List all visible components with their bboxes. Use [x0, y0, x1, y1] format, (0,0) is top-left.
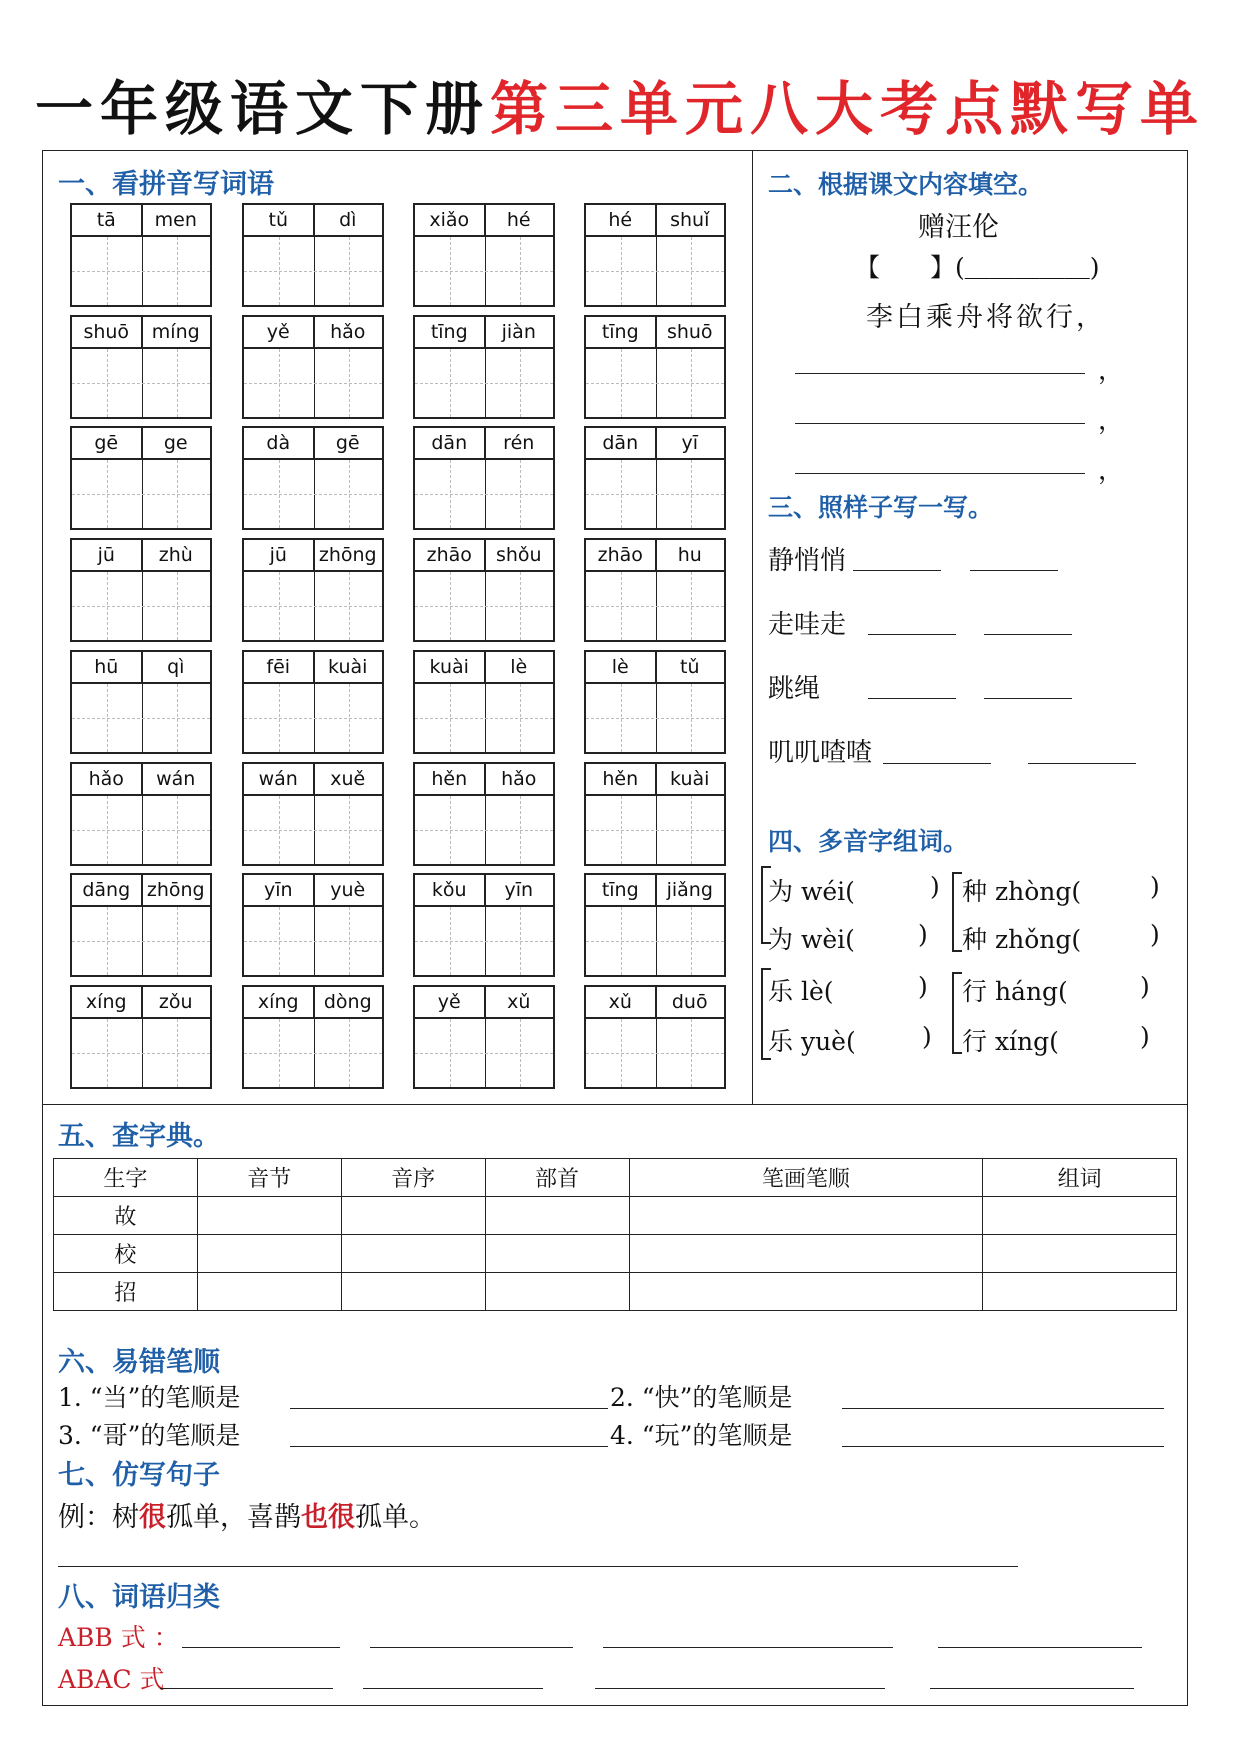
grid-guide-line: [586, 383, 724, 384]
grid-guide-line: [142, 875, 143, 975]
grid-guide-line: [485, 652, 486, 752]
abac-blank-4[interactable]: [930, 1688, 1134, 1689]
poly-le-1-close: ): [918, 972, 928, 1001]
section-1-heading: 一、看拼音写词语: [58, 169, 274, 200]
pinyin-row: [586, 875, 724, 907]
abac-label: ABAC 式: [58, 1665, 165, 1694]
pinyin-syllable: kuài: [328, 656, 368, 678]
pinyin-word-box[interactable]: [70, 873, 212, 977]
grid-guide-line: [656, 652, 657, 752]
pinyin-syllable: hǎo: [72, 764, 142, 794]
pinyin-row: [244, 205, 382, 237]
cell-blank[interactable]: [983, 1235, 1177, 1273]
pinyin-syllable: yī: [681, 432, 699, 454]
pinyin-row: [72, 428, 210, 460]
pinyin-syllable: yīn: [244, 875, 314, 905]
pinyin-row: [586, 764, 724, 796]
grid-guide-line: [244, 941, 382, 942]
abac-blank-3[interactable]: [595, 1688, 885, 1689]
grid-guide-line: [142, 652, 143, 752]
pinyin-word-box[interactable]: [413, 203, 555, 307]
pinyin-syllable: hu: [677, 544, 702, 566]
grid-guide-line: [244, 718, 382, 719]
cell-blank[interactable]: [629, 1197, 983, 1235]
stroke-q1-blank[interactable]: [290, 1408, 608, 1409]
grid-guide-line: [72, 383, 210, 384]
pinyin-word-box[interactable]: [242, 538, 384, 642]
pinyin-syllable: zhāo: [586, 540, 656, 570]
example-3: 跳绳: [768, 674, 821, 704]
pinyin-word-box[interactable]: [242, 426, 384, 530]
grid-guide-line: [485, 205, 486, 305]
pinyin-word-box[interactable]: [584, 762, 726, 866]
pinyin-word-box[interactable]: [584, 650, 726, 754]
grid-guide-line: [244, 606, 382, 607]
grid-guide-line: [244, 1053, 382, 1054]
pinyin-syllable: dān: [415, 428, 485, 458]
example-2: 走哇走: [768, 610, 847, 640]
stroke-q3: 3. “哥”的笔顺是: [58, 1421, 241, 1450]
grid-guide-line: [656, 428, 657, 528]
pinyin-word-box[interactable]: [413, 650, 555, 754]
grid-guide-line: [586, 941, 724, 942]
stroke-q2: 2. “快”的笔顺是: [610, 1383, 793, 1412]
pinyin-syllable: hǎo: [330, 321, 366, 343]
grid-guide-line: [72, 494, 210, 495]
grid-guide-line: [656, 987, 657, 1087]
pinyin-syllable: tīng: [415, 317, 485, 347]
poem-comma-1: ，: [1098, 356, 1125, 386]
pinyin-syllable: dà: [244, 428, 314, 458]
pinyin-word-box[interactable]: [70, 538, 212, 642]
poly-le-1: 乐 lè(: [768, 977, 834, 1006]
grid-guide-line: [586, 606, 724, 607]
pinyin-word-box[interactable]: [584, 315, 726, 419]
poly-wei-2-close: ): [918, 920, 928, 949]
example-1: 静悄悄: [768, 546, 847, 576]
pinyin-word-box[interactable]: [70, 985, 212, 1089]
grid-guide-line: [314, 428, 315, 528]
grid-guide-line: [314, 317, 315, 417]
cell-blank[interactable]: [983, 1197, 1177, 1235]
pinyin-word-box[interactable]: [413, 426, 555, 530]
pinyin-word-box[interactable]: [70, 203, 212, 307]
pinyin-syllable: kǒu: [415, 875, 485, 905]
grid-guide-line: [244, 271, 382, 272]
table-row: [54, 1273, 1177, 1311]
pinyin-row: [586, 428, 724, 460]
column-divider: [752, 150, 753, 1104]
example-4: 叽叽喳喳: [768, 738, 873, 768]
pinyin-row: [72, 987, 210, 1019]
grid-guide-line: [485, 875, 486, 975]
section-4-heading: 四、多音字组词。: [768, 827, 969, 856]
pinyin-syllable: zǒu: [158, 991, 193, 1013]
grid-guide-line: [72, 718, 210, 719]
grid-guide-line: [142, 317, 143, 417]
pinyin-word-box[interactable]: [242, 315, 384, 419]
grid-guide-line: [485, 317, 486, 417]
pinyin-syllable: zhāo: [415, 540, 485, 570]
poem-line-2-blank[interactable]: [795, 373, 1085, 374]
pinyin-row: [72, 317, 210, 349]
brace-xing: [952, 972, 962, 1054]
example-1-blank-1[interactable]: [853, 570, 941, 571]
pinyin-syllable: hū: [72, 652, 142, 682]
imitate-highlight-2: 也很: [301, 1502, 355, 1533]
brace-zhong: [952, 872, 962, 952]
grid-guide-line: [314, 987, 315, 1087]
cell-blank[interactable]: [197, 1273, 341, 1311]
pinyin-syllable: kuài: [670, 768, 710, 790]
grid-guide-line: [314, 652, 315, 752]
pinyin-word-box[interactable]: [242, 203, 384, 307]
stroke-q2-blank[interactable]: [842, 1408, 1164, 1409]
pinyin-syllable: shǒu: [495, 544, 542, 566]
header-char: 生字: [54, 1159, 198, 1197]
poly-wei-2: 为 wèi(: [768, 925, 855, 954]
grid-guide-line: [656, 317, 657, 417]
cell-blank[interactable]: [197, 1235, 341, 1273]
grid-guide-line: [485, 540, 486, 640]
grid-guide-line: [72, 606, 210, 607]
grid-guide-line: [656, 540, 657, 640]
stroke-q4-blank[interactable]: [842, 1446, 1164, 1447]
grid-guide-line: [244, 830, 382, 831]
grid-guide-line: [72, 830, 210, 831]
pinyin-syllable: dòng: [323, 991, 372, 1013]
grid-guide-line: [142, 428, 143, 528]
grid-guide-line: [142, 987, 143, 1087]
grid-guide-line: [72, 271, 210, 272]
pinyin-syllable: xuě: [330, 768, 366, 790]
pinyin-syllable: xǔ: [507, 991, 531, 1013]
pinyin-row: [72, 652, 210, 684]
pinyin-row: [415, 875, 553, 907]
abb-blank-2[interactable]: [370, 1647, 573, 1648]
row-char: 故: [54, 1197, 198, 1235]
section-3-heading: 三、照样子写一写。: [768, 493, 994, 522]
grid-guide-line: [415, 1053, 553, 1054]
example-2-blank-1[interactable]: [868, 634, 956, 635]
cell-blank[interactable]: [629, 1273, 983, 1311]
pinyin-syllable: hěn: [415, 764, 485, 794]
poly-le-2: 乐 yuè(: [768, 1027, 856, 1056]
pinyin-syllable: gē: [335, 432, 360, 454]
poly-xing-1: 行 háng(: [962, 977, 1068, 1006]
pinyin-syllable: dāng: [72, 875, 142, 905]
pinyin-syllable: xiǎo: [415, 205, 485, 235]
pinyin-row: [586, 652, 724, 684]
poly-xing-2-close: ): [1140, 1022, 1150, 1051]
pinyin-row: [415, 652, 553, 684]
poly-zhong-1: 种 zhòng(: [962, 877, 1082, 906]
grid-guide-line: [314, 875, 315, 975]
pinyin-word-box[interactable]: [584, 426, 726, 530]
pinyin-syllable: zhōng: [146, 879, 205, 901]
header-syllable: 音节: [197, 1159, 341, 1197]
table-header-row: [54, 1159, 1177, 1197]
pinyin-syllable: tīng: [586, 875, 656, 905]
grid-guide-line: [415, 718, 553, 719]
example-4-blank-1[interactable]: [883, 763, 991, 764]
pinyin-word-box[interactable]: [70, 650, 212, 754]
header-radical: 部首: [485, 1159, 629, 1197]
pinyin-syllable: shuō: [72, 317, 142, 347]
pinyin-row: [244, 987, 382, 1019]
grid-guide-line: [314, 764, 315, 864]
example-3-blank-2[interactable]: [984, 698, 1072, 699]
pinyin-syllable: dān: [586, 428, 656, 458]
pinyin-syllable: hé: [506, 209, 531, 231]
pinyin-syllable: rén: [503, 432, 535, 454]
pinyin-row: [415, 540, 553, 572]
cell-blank[interactable]: [485, 1197, 629, 1235]
grid-guide-line: [586, 830, 724, 831]
poem-line-3-blank[interactable]: [795, 423, 1085, 424]
pinyin-row: [586, 317, 724, 349]
pinyin-word-box[interactable]: [413, 315, 555, 419]
pinyin-syllable: jiǎng: [666, 879, 713, 901]
pinyin-syllable: hěn: [586, 764, 656, 794]
stroke-q3-blank[interactable]: [290, 1446, 608, 1447]
pinyin-syllable: zhōng: [318, 544, 377, 566]
pinyin-word-box[interactable]: [584, 538, 726, 642]
poem-comma-2: ，: [1098, 406, 1125, 436]
pinyin-syllable: zhù: [158, 544, 193, 566]
pinyin-row: [415, 317, 553, 349]
grid-guide-line: [485, 428, 486, 528]
pinyin-syllable: tǔ: [244, 205, 314, 235]
pinyin-syllable: yě: [415, 987, 485, 1017]
pinyin-row: [415, 205, 553, 237]
dictionary-table: [53, 1158, 1177, 1311]
grid-guide-line: [415, 606, 553, 607]
pinyin-row: [72, 205, 210, 237]
grid-guide-line: [314, 540, 315, 640]
grid-guide-line: [656, 764, 657, 864]
poem-line-1: 李白乘舟将欲行，: [866, 302, 1106, 333]
pinyin-syllable: yīn: [504, 879, 534, 901]
pinyin-syllable: men: [154, 209, 197, 231]
title-part-1: 一年级语文下册: [34, 75, 490, 143]
grid-guide-line: [415, 383, 553, 384]
header-strokes: 笔画笔顺: [629, 1159, 983, 1197]
pinyin-syllable: hé: [586, 205, 656, 235]
cell-blank[interactable]: [629, 1235, 983, 1273]
pinyin-row: [586, 987, 724, 1019]
pinyin-word-box[interactable]: [413, 873, 555, 977]
pinyin-syllable: kuài: [415, 652, 485, 682]
imitate-suffix: 孤单。: [355, 1502, 436, 1533]
pinyin-word-box[interactable]: [70, 315, 212, 419]
abb-blank-3[interactable]: [603, 1647, 893, 1648]
grid-guide-line: [142, 540, 143, 640]
poem-author-brackets: 【 】(＿＿＿＿＿): [855, 253, 1100, 282]
pinyin-syllable: hǎo: [501, 768, 537, 790]
pinyin-syllable: lè: [510, 656, 528, 678]
grid-guide-line: [415, 830, 553, 831]
pinyin-row: [586, 205, 724, 237]
pinyin-row: [72, 875, 210, 907]
pinyin-syllable: wán: [244, 764, 314, 794]
pinyin-row: [415, 428, 553, 460]
section-6-heading: 六、易错笔顺: [58, 1347, 220, 1378]
pinyin-syllable: fēi: [244, 652, 314, 682]
grid-guide-line: [244, 494, 382, 495]
poly-zhong-2: 种 zhǒng(: [962, 925, 1082, 954]
grid-guide-line: [415, 494, 553, 495]
pinyin-syllable: gē: [72, 428, 142, 458]
pinyin-word-box[interactable]: [70, 426, 212, 530]
pinyin-syllable: shuō: [666, 321, 713, 343]
poly-wei-1-close: ): [930, 872, 940, 901]
grid-guide-line: [586, 494, 724, 495]
grid-guide-line: [485, 987, 486, 1087]
abb-blank-4[interactable]: [938, 1647, 1142, 1648]
pinyin-row: [244, 317, 382, 349]
grid-guide-line: [485, 764, 486, 864]
stroke-q1: 1. “当”的笔顺是: [58, 1383, 241, 1412]
poly-zhong-2-close: ): [1150, 920, 1160, 949]
cell-blank[interactable]: [197, 1197, 341, 1235]
pinyin-syllable: lè: [586, 652, 656, 682]
title-part-2: 第三单元八大考点默写单: [490, 75, 1206, 143]
pinyin-syllable: wán: [156, 768, 196, 790]
page-title: [0, 62, 1240, 146]
pinyin-word-box[interactable]: [584, 985, 726, 1089]
pinyin-row: [415, 987, 553, 1019]
pinyin-word-box[interactable]: [242, 762, 384, 866]
pinyin-syllable: xíng: [244, 987, 314, 1017]
pinyin-word-box[interactable]: [413, 985, 555, 1089]
section-5-heading: 五、查字典。: [58, 1121, 220, 1152]
pinyin-syllable: tā: [72, 205, 142, 235]
cell-blank[interactable]: [983, 1273, 1177, 1311]
example-1-blank-2[interactable]: [970, 570, 1058, 571]
section-2-heading: 二、根据课文内容填空。: [768, 170, 1044, 199]
table-row: [54, 1197, 1177, 1235]
abac-blank-1[interactable]: [160, 1688, 333, 1689]
pinyin-syllable: qì: [167, 656, 185, 678]
pinyin-syllable: tīng: [586, 317, 656, 347]
poem-title: 赠汪伦: [918, 212, 999, 243]
cell-blank[interactable]: [341, 1235, 485, 1273]
cell-blank[interactable]: [341, 1197, 485, 1235]
pinyin-word-box[interactable]: [70, 762, 212, 866]
pinyin-syllable: míng: [151, 321, 200, 343]
abb-blank-1[interactable]: [182, 1647, 340, 1648]
stroke-q4: 4. “玩”的笔顺是: [610, 1421, 793, 1450]
pinyin-syllable: tǔ: [680, 656, 700, 678]
row-char: 校: [54, 1235, 198, 1273]
pinyin-row: [244, 428, 382, 460]
imitate-prefix: 例：树: [58, 1502, 139, 1533]
pinyin-row: [244, 764, 382, 796]
pinyin-syllable: dì: [339, 209, 357, 231]
header-words: 组词: [983, 1159, 1177, 1197]
grid-guide-line: [415, 271, 553, 272]
pinyin-syllable: jiàn: [501, 321, 536, 343]
grid-guide-line: [142, 764, 143, 864]
pinyin-row: [586, 540, 724, 572]
abb-label: ABB 式 ：: [58, 1623, 179, 1652]
pinyin-word-box[interactable]: [584, 873, 726, 977]
grid-guide-line: [586, 718, 724, 719]
row-char: 招: [54, 1273, 198, 1311]
grid-guide-line: [586, 1053, 724, 1054]
pinyin-word-box[interactable]: [413, 538, 555, 642]
pinyin-word-box[interactable]: [413, 762, 555, 866]
poly-le-2-close: ): [922, 1022, 932, 1051]
pinyin-syllable: xíng: [72, 987, 142, 1017]
grid-guide-line: [415, 941, 553, 942]
grid-guide-line: [656, 205, 657, 305]
grid-guide-line: [72, 941, 210, 942]
pinyin-syllable: shuǐ: [670, 209, 710, 231]
poem-line-4-blank[interactable]: [795, 473, 1085, 474]
example-3-blank-1[interactable]: [868, 698, 956, 699]
pinyin-syllable: yě: [244, 317, 314, 347]
pinyin-row: [72, 540, 210, 572]
pinyin-row: [72, 764, 210, 796]
pinyin-word-box[interactable]: [242, 650, 384, 754]
pinyin-syllable: jū: [244, 540, 314, 570]
poem-comma-3: ，: [1098, 456, 1125, 486]
grid-guide-line: [586, 271, 724, 272]
imitate-answer-blank[interactable]: [58, 1566, 1018, 1567]
poly-zhong-1-close: ): [1150, 872, 1160, 901]
pinyin-syllable: ge: [163, 432, 188, 454]
imitate-mid: 孤单，喜鹊: [166, 1502, 301, 1533]
poly-xing-1-close: ): [1140, 972, 1150, 1001]
pinyin-row: [244, 875, 382, 907]
pinyin-row: [244, 652, 382, 684]
example-4-blank-2[interactable]: [1028, 763, 1136, 764]
poly-xing-2: 行 xíng(: [962, 1027, 1059, 1056]
cell-blank[interactable]: [485, 1235, 629, 1273]
pinyin-word-box[interactable]: [242, 873, 384, 977]
pinyin-row: [415, 764, 553, 796]
pinyin-syllable: jū: [72, 540, 142, 570]
pinyin-syllable: yuè: [330, 879, 366, 901]
imitate-highlight-1: 很: [139, 1502, 166, 1533]
imitate-example: [58, 1495, 436, 1534]
grid-guide-line: [72, 1053, 210, 1054]
pinyin-word-box[interactable]: [242, 985, 384, 1089]
grid-guide-line: [656, 875, 657, 975]
row-divider: [42, 1104, 1188, 1105]
grid-guide-line: [314, 205, 315, 305]
header-initial: 音序: [341, 1159, 485, 1197]
section-7-heading: 七、仿写句子: [58, 1460, 220, 1491]
abac-blank-2[interactable]: [363, 1688, 543, 1689]
table-row: [54, 1235, 1177, 1273]
cell-blank[interactable]: [485, 1273, 629, 1311]
cell-blank[interactable]: [341, 1273, 485, 1311]
pinyin-syllable: duō: [671, 991, 708, 1013]
grid-guide-line: [142, 205, 143, 305]
section-8-heading: 八、词语归类: [58, 1582, 220, 1613]
pinyin-syllable: xǔ: [586, 987, 656, 1017]
pinyin-row: [244, 540, 382, 572]
poly-wei-1: 为 wéi(: [768, 877, 855, 906]
grid-guide-line: [244, 383, 382, 384]
pinyin-word-box[interactable]: [584, 203, 726, 307]
example-2-blank-2[interactable]: [984, 634, 1072, 635]
